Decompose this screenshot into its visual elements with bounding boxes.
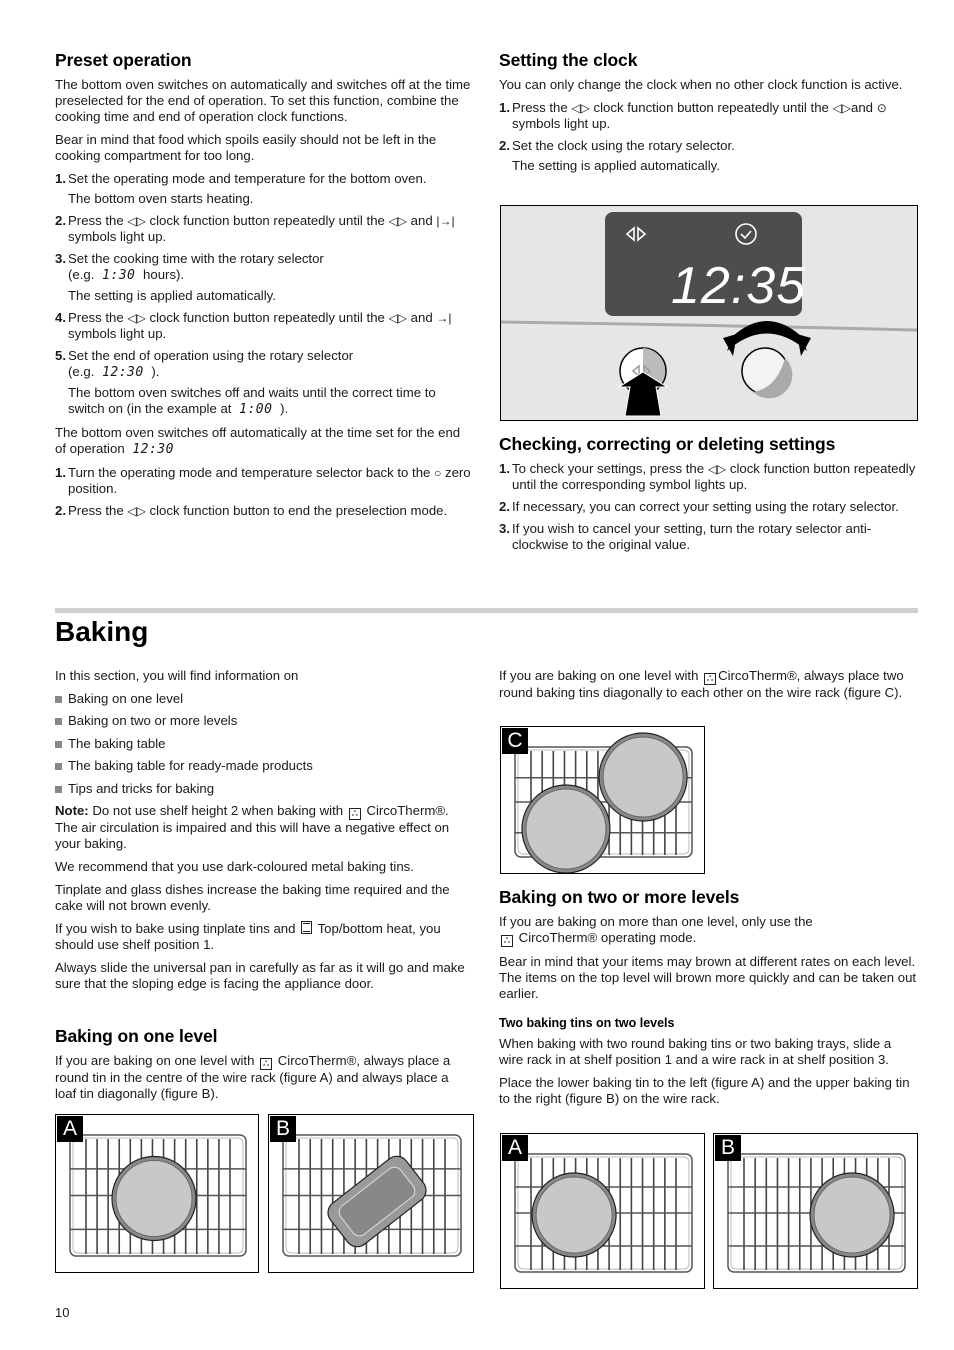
paragraph: If you wish to bake using tinplate tins and Top/bottom heat, you should use shelf position 1. bbox=[55, 920, 441, 952]
paragraph: Place the lower baking tin to the left (figure A) and the upper baking tin to the right (figure B) on the wire rack. bbox=[499, 1075, 910, 1106]
clock-icon: ⊙ bbox=[876, 101, 887, 115]
paragraph: Bear in mind that your items may brown at different rates on each level. The items on the top level will brown more quickly and can be taken out earlier. bbox=[499, 954, 917, 1001]
step: 1. Press the ◁▷ clock function button repeatedly until the ◁▷and ⊙ symbols light up. bbox=[499, 100, 887, 131]
baking-two-levels-section bbox=[499, 887, 917, 1114]
list-item: The baking table for ready-made products bbox=[55, 758, 473, 774]
segment-display-value: 1:00 bbox=[239, 402, 273, 417]
paragraph: Tinplate and glass dishes increase the baking time required and the cake will not brown evenly. bbox=[55, 881, 450, 913]
top-bottom-heat-icon bbox=[301, 921, 312, 934]
panel-edge bbox=[501, 322, 917, 330]
figure-label: B bbox=[715, 1135, 741, 1161]
step: 3. If you wish to cancel your setting, turn the rotary selector anti-clockwise to the original value. bbox=[499, 521, 872, 552]
baking-intro-section bbox=[55, 668, 473, 999]
section-title: Baking on one level bbox=[55, 1026, 218, 1046]
clock-function-icon: ◁▷ bbox=[571, 101, 590, 115]
round-tin-base bbox=[116, 1161, 192, 1237]
round-tin-base bbox=[814, 1177, 890, 1253]
baking-heading bbox=[55, 616, 915, 648]
wire-rack-illustration bbox=[501, 1134, 704, 1288]
clock-function-icon: ◁▷ bbox=[127, 311, 146, 325]
paragraph: If you are baking on one level with ஃ CircoTherm®, always place a round tin in the centre of the wire rack (figure A) and always place a loaf tin diagonally (figure B). bbox=[55, 1053, 451, 1101]
figure-a-round-tin bbox=[55, 1114, 259, 1273]
circotherm-icon: ஃ bbox=[349, 808, 361, 820]
step: 2. Set the clock using the rotary selector. The setting is applied automatically. bbox=[499, 138, 735, 173]
clock-function-icon: ◁▷ bbox=[388, 311, 407, 325]
steps-list bbox=[55, 465, 473, 519]
bullet-icon bbox=[55, 718, 62, 725]
steps-list bbox=[55, 171, 473, 418]
cooking-time-icon: |→| bbox=[436, 214, 455, 228]
rotary-selector-knob[interactable] bbox=[742, 348, 792, 398]
figure-b-loaf-tin bbox=[268, 1114, 474, 1273]
clock-function-icon: ◁▷ bbox=[127, 214, 146, 228]
checking-settings-section bbox=[499, 434, 917, 560]
chapter-title: Baking bbox=[55, 616, 149, 647]
clock-function-icon: ◁▷ bbox=[388, 214, 407, 228]
step: 4. Press the ◁▷ clock function button repeatedly until the ◁▷ and →| symbols light up. bbox=[55, 310, 452, 341]
paragraph: You can only change the clock when no other clock function is active. bbox=[499, 77, 903, 92]
paragraph: If you are baking on more than one level, only use the ஃ CircoTherm® operating mode. bbox=[499, 914, 813, 945]
bullet-icon bbox=[55, 786, 62, 793]
circotherm-icon: ஃ bbox=[260, 1058, 272, 1070]
step: 5. Set the end of operation using the rotary selector (e.g. 12:30 ). The bottom oven switches off and waits until the correct time to switch on (in the example at 1:00 ). bbox=[55, 348, 436, 417]
note: Note: Do not use shelf height 2 when baking with ஃ CircoTherm®. The air circulation is impaired and this will have a negative effect on your baking. bbox=[55, 802, 450, 851]
step: 2. If necessary, you can correct your setting using the rotary selector. bbox=[499, 499, 899, 514]
setting-clock-section bbox=[499, 50, 917, 181]
list-item: Baking on one level bbox=[55, 691, 473, 707]
figure-c-two-round-tins bbox=[500, 726, 705, 874]
step: 1. Set the operating mode and temperature for the bottom oven. The bottom oven starts heating. bbox=[55, 171, 427, 206]
subsection-title: Two baking tins on two levels bbox=[499, 1016, 675, 1030]
bullet-icon bbox=[55, 696, 62, 703]
step: 3. Set the cooking time with the rotary selector (e.g. 1:30 hours). The setting is applied automatically. bbox=[55, 251, 324, 303]
paragraph: If you are baking on one level with ஃ CircoTherm®, always place two round baking tins diagonally to each other on the wire rack (figure C). bbox=[499, 668, 904, 700]
step: 1. To check your settings, press the ◁▷ clock function button repeatedly until the corresponding symbol lights up. bbox=[499, 461, 916, 492]
paragraph: We recommend that you use dark-coloured metal baking tins. bbox=[55, 858, 414, 874]
topic-list bbox=[55, 691, 473, 797]
list-item: Baking on two or more levels bbox=[55, 713, 473, 729]
bullet-icon bbox=[55, 763, 62, 770]
figure-label: C bbox=[502, 728, 528, 754]
section-title: Checking, correcting or deleting settings bbox=[499, 434, 836, 454]
paragraph: Always slide the universal pan in carefully as far as it will go and make sure that the sloping edge is facing the appliance door. bbox=[55, 959, 465, 991]
circotherm-icon: ஃ bbox=[704, 673, 716, 685]
section-title: Setting the clock bbox=[499, 50, 638, 70]
wire-rack-illustration bbox=[56, 1115, 258, 1272]
paragraph: In this section, you will find information on bbox=[55, 668, 299, 683]
segment-display-value: 1:30 bbox=[102, 268, 136, 283]
paragraph: The bottom oven switches on automatically and switches off at the time preselected for the end of operation. To set this function, combine the cooking time and end of operation clock functions. bbox=[55, 77, 471, 124]
step: 2. Press the ◁▷ clock function button repeatedly until the ◁▷ and |→| symbols light up. bbox=[55, 213, 455, 244]
preset-operation-section bbox=[55, 50, 473, 526]
figure-label: A bbox=[502, 1135, 528, 1161]
section-title: Baking on two or more levels bbox=[499, 887, 740, 907]
segment-display-value: 12:30 bbox=[132, 442, 174, 457]
page-number: 10 bbox=[55, 1305, 70, 1320]
step: 1. Turn the operating mode and temperature selector back to the ○ zero position. bbox=[55, 465, 471, 496]
figure-label: B bbox=[270, 1116, 296, 1142]
circotherm-icon: ஃ bbox=[501, 935, 513, 947]
figure-b-upper-tin-right bbox=[713, 1133, 918, 1289]
wire-rack-illustration bbox=[269, 1115, 473, 1272]
display-time: 12:35 bbox=[671, 257, 807, 315]
steps-list bbox=[499, 100, 917, 174]
wire-rack-illustration bbox=[714, 1134, 917, 1288]
paragraph: When baking with two round baking tins or two baking trays, slide a wire rack in at shelf position 1 and a wire rack in at shelf position 3. bbox=[499, 1036, 892, 1067]
bullet-icon bbox=[55, 741, 62, 748]
paragraph: The bottom oven switches off automatically at the time set for the end of operation 12:30 bbox=[55, 425, 461, 457]
list-item: Tips and tricks for baking bbox=[55, 781, 473, 797]
control-panel-svg bbox=[501, 206, 917, 420]
wire-rack-illustration bbox=[501, 727, 704, 873]
clock-function-icon: ◁▷ bbox=[127, 504, 146, 518]
round-tin-base bbox=[603, 737, 683, 817]
section-divider bbox=[55, 608, 918, 613]
paragraph: Bear in mind that food which spoils easily should not be left in the cooking compartment for too long. bbox=[55, 132, 437, 163]
segment-display-value: 12:30 bbox=[102, 365, 144, 380]
baking-one-level-section bbox=[55, 1026, 473, 1109]
zero-position-icon: ○ bbox=[434, 466, 442, 480]
round-tin-base bbox=[536, 1177, 612, 1253]
end-time-icon: →| bbox=[436, 311, 452, 325]
figure-a-lower-tin-left bbox=[500, 1133, 705, 1289]
two-tins-one-level-section bbox=[499, 668, 917, 708]
clock-function-icon: ◁▷ bbox=[707, 462, 727, 476]
steps-list bbox=[499, 461, 917, 553]
figure-label: A bbox=[57, 1116, 83, 1142]
oven-control-panel-illustration bbox=[500, 205, 918, 421]
section-title: Preset operation bbox=[55, 50, 192, 70]
list-item: The baking table bbox=[55, 736, 473, 752]
clock-function-icon: ◁▷ bbox=[832, 101, 851, 115]
step: 2. Press the ◁▷ clock function button to end the preselection mode. bbox=[55, 503, 448, 518]
round-tin-base bbox=[526, 789, 606, 869]
